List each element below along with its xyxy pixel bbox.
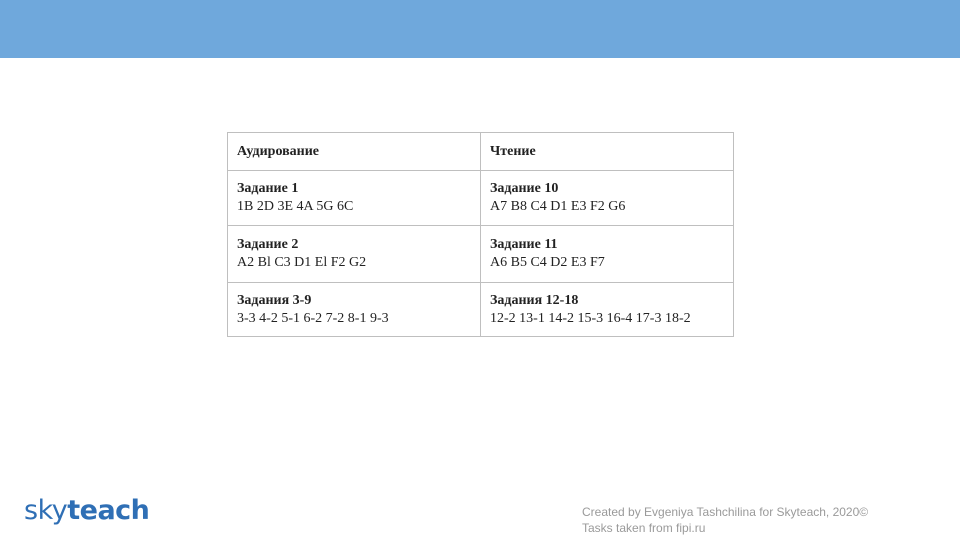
- task-title: Задания 3-9: [237, 292, 312, 308]
- task-title: Задания 12-18: [490, 292, 579, 308]
- task-answer: A2 Bl C3 D1 El F2 G2: [237, 255, 367, 270]
- task-answer: 12-2 13-1 14-2 15-3 16-4 17-3 18-2: [490, 310, 691, 326]
- table-row: [228, 226, 734, 283]
- table-cell: [481, 226, 734, 283]
- table-cell: [228, 226, 481, 283]
- table-cell: [481, 283, 734, 337]
- table-row: [228, 171, 734, 226]
- task-title: Задание 10: [490, 181, 559, 196]
- table-cell: [228, 283, 481, 337]
- table-cell: [228, 171, 481, 226]
- task-title: Задание 11: [490, 237, 558, 252]
- task-answer: 3-3 4-2 5-1 6-2 7-2 8-1 9-3: [237, 310, 389, 326]
- task-title: Задание 1: [237, 181, 299, 196]
- logo-text-teach: teach: [67, 495, 150, 526]
- header-listening: Аудирование: [228, 133, 481, 171]
- source-line: Tasks taken from fipi.ru: [582, 521, 706, 535]
- table-row: [228, 283, 734, 337]
- header-reading: Чтение: [481, 133, 734, 171]
- header-bar: [0, 0, 960, 58]
- task-answer: A6 B5 C4 D2 E3 F7: [490, 255, 605, 270]
- skyteach-logo: [24, 494, 149, 528]
- task-answer: A7 B8 C4 D1 E3 F2 G6: [490, 199, 626, 214]
- task-answer: 1B 2D 3E 4A 5G 6C: [237, 199, 354, 214]
- footer-credits: [582, 504, 868, 536]
- answers-table: [227, 132, 734, 337]
- logo-text-sky: sky: [24, 495, 68, 526]
- table-cell: [481, 171, 734, 226]
- task-title: Задание 2: [237, 237, 299, 252]
- table-header-row: [228, 133, 734, 171]
- credit-line: Created by Evgeniya Tashchilina for Skyteach, 2020©: [582, 505, 869, 519]
